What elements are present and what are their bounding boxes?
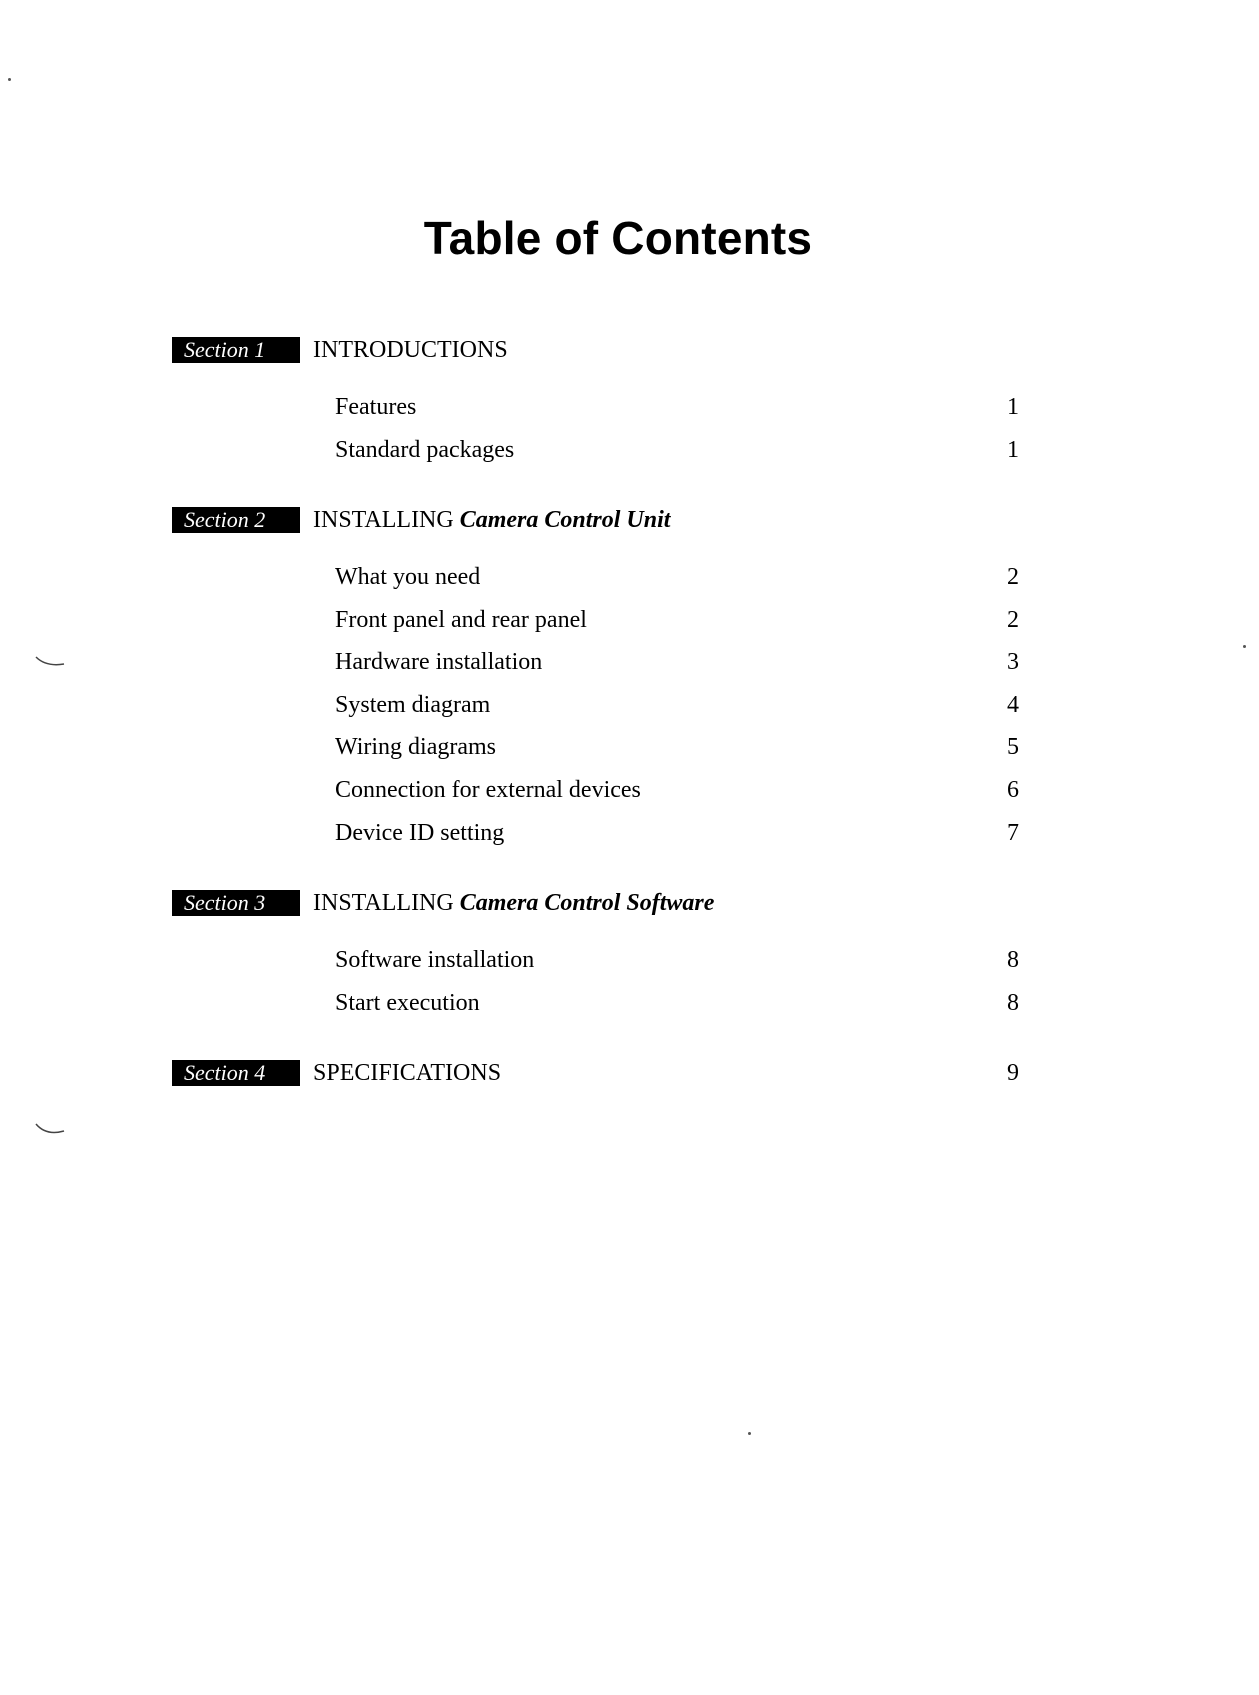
section-2-badge: Section 2: [172, 507, 300, 533]
scan-mark: [34, 1122, 68, 1138]
toc-entry: [0, 732, 1259, 764]
toc-entry-page: 2: [1007, 564, 1019, 590]
section-4-page: 9: [1007, 1060, 1019, 1086]
toc-entry-page: 8: [1007, 947, 1019, 973]
toc-entry: [0, 562, 1259, 594]
toc-entry-page: 1: [1007, 394, 1019, 420]
toc-entry: [0, 647, 1259, 679]
section-2-title: [313, 505, 670, 535]
toc-entry: [0, 392, 1259, 424]
page-title: Table of Contents: [423, 212, 813, 264]
section-2-heading: INSTALLING: [313, 507, 454, 533]
toc-entry-label: Start execution: [335, 990, 480, 1016]
section-4-heading: SPECIFICATIONS: [313, 1060, 502, 1086]
scan-speck: [748, 1432, 751, 1435]
toc-entry-page: 1: [1007, 437, 1019, 463]
section-2-heading-italic: Camera Control Unit: [459, 507, 671, 533]
section-1-badge: Section 1: [172, 337, 300, 363]
toc-entry-label: Device ID setting: [335, 820, 505, 846]
toc-entry-label: Hardware installation: [335, 649, 543, 675]
section-3-heading: INSTALLING: [313, 890, 454, 916]
section-3-title: [313, 888, 714, 918]
toc-entry-label: Front panel and rear panel: [335, 607, 587, 633]
toc-entry-page: 6: [1007, 777, 1019, 803]
toc-entry: [0, 945, 1259, 977]
section-3-heading-italic: Camera Control Software: [459, 890, 715, 916]
toc-entry-page: 2: [1007, 607, 1019, 633]
section-4-badge: Section 4: [172, 1060, 300, 1086]
toc-entry: [0, 605, 1259, 637]
toc-entry-label: Standard packages: [335, 437, 515, 463]
toc-entry-page: 4: [1007, 692, 1019, 718]
toc-entry-page: 7: [1007, 820, 1019, 846]
section-1-title: [313, 335, 508, 365]
section-1-heading: INTRODUCTIONS: [313, 337, 508, 363]
scan-speck: [1243, 645, 1246, 648]
toc-entry-page: 8: [1007, 990, 1019, 1016]
toc-entry: [0, 988, 1259, 1020]
toc-entry-page: 3: [1007, 649, 1019, 675]
scan-speck: [8, 78, 11, 81]
section-4-title: [313, 1058, 501, 1088]
toc-entry-label: Wiring diagrams: [335, 734, 496, 760]
toc-entry-label: Connection for external devices: [335, 777, 641, 803]
toc-entry-label: Software installation: [335, 947, 535, 973]
toc-entry: [0, 690, 1259, 722]
scan-mark: [34, 655, 68, 669]
toc-entry-label: System diagram: [335, 692, 491, 718]
toc-entry: [0, 435, 1259, 467]
toc-entry-label: Features: [335, 394, 417, 420]
toc-entry-label: What you need: [335, 564, 481, 590]
toc-entry-page: 5: [1007, 734, 1019, 760]
toc-entry: [0, 818, 1259, 850]
section-3-badge: Section 3: [172, 890, 300, 916]
section-4-header: [0, 1058, 1259, 1090]
toc-entry: [0, 775, 1259, 807]
